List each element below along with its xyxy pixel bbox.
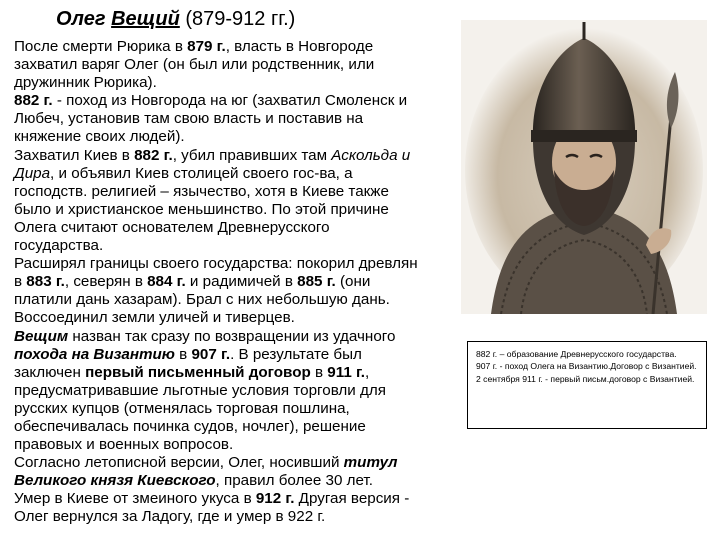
portrait-engraving [461, 20, 707, 314]
title-years: (879-912 гг.) [179, 8, 296, 30]
paragraph-title: Согласно летописной версии, Олег, носивший титул Великого князя Киевского, правил более 30 лет. [14, 454, 398, 490]
paragraph-byzantium: Вещим назван так сразу по возвращении из удачного похода на Византию в 907 г.. В результате был заключен первый письменный договор в 911 г., предусматривавшие льготные условия торговли для русских купцов (отменялась торговая пошлина, обеспечивалась починка судов, ночлег), решение правовых и военных вопросов. [14, 327, 396, 454]
title-name: Олег Вещий [56, 8, 180, 30]
paragraph-rurik: После смерти Рюрика в 879 г., власть в Новгороде захватил варяг Олег (он был или родственник, или дружинник Рюрика). [14, 38, 375, 92]
paragraph-campaign-882: 882 г. - поход из Новгорода на юг (захватил Смоленск и Любеч, установив там свою власть и поставив на княжение своих людей). [14, 92, 408, 146]
paragraph-borders: Расширял границы своего государства: покорил древлян в 883 г., северян в 884 г. и радимичей в 885 г. (они платили дань хазарам). Брал с них небольшую дань. Воссоединил земли уличей и тиверцев. [14, 255, 418, 327]
paragraph-kiev: Захватил Киев в 882 г., убил правивших там Аскольда и Дира, и объявил Киев столицей своего гос-ва, а господств. религией – язычество, хотя в Киеве также было и христианское меньшинство. По этой причине Олега считают основателем Древнерусского государства. [14, 146, 411, 255]
portrait-image [461, 20, 707, 314]
page-title [56, 6, 476, 32]
paragraph-death: Умер в Киеве от змеиного укуса в 912 г. Другая версия - Олег вернулся за Ладогу, где и умер в 922 г. [14, 490, 410, 526]
dates-note-box [467, 341, 707, 429]
note-item: 907 г. - поход Олега на Византию.Договор с Византией. [476, 361, 697, 372]
main-text [14, 38, 422, 527]
note-item: 882 г. – образование Древнерусского государства. [476, 349, 677, 359]
note-item: 2 сентября 911 г. - первый письм.договор с Византией. [476, 373, 695, 384]
